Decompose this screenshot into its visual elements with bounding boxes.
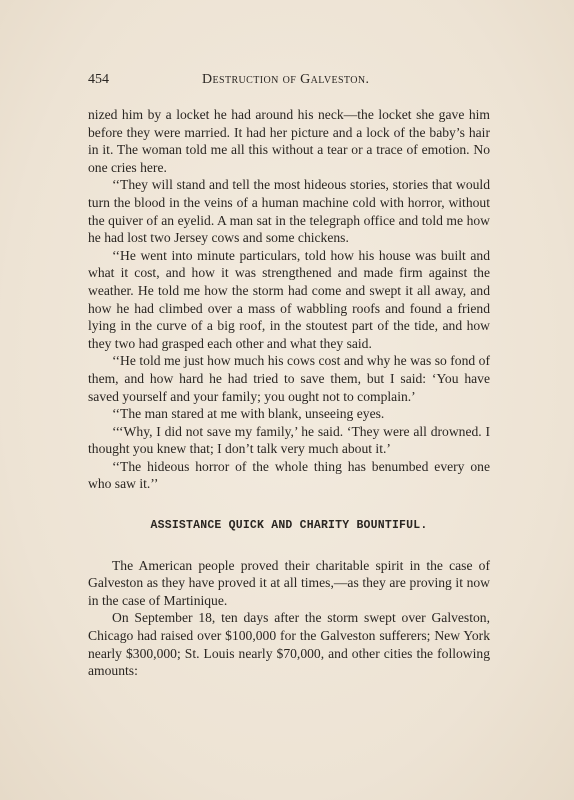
- page-number: 454: [88, 72, 109, 87]
- section-heading: ASSISTANCE QUICK AND CHARITY BOUNTIFUL.: [150, 519, 428, 533]
- paragraph: ‘‘He went into minute particulars, told how his house was built and what it cost, and how it was strengthened and made firm against the weather. He told me how the storm had come and swept it all away, and how he had climbed over a mass of wabbling roofs and found a friend lying in the curve of a big roof, in the stoutest part of the tide, and how they two had grasped each other and what they said.: [88, 247, 490, 351]
- page-header: [88, 72, 490, 90]
- paragraph: On September 18, ten days after the storm swept over Galveston, Chicago had raised over $100,000 for the Galveston sufferers; New York nearly $300,000; St. Louis nearly $70,000, and other cities the following amounts:: [88, 610, 490, 679]
- paragraph: ‘‘He told me just how much his cows cost and why he was so fond of them, and how hard he had tried to save them, but I said: ‘You have saved yourself and your family; you ought not to complain.’: [88, 353, 490, 404]
- paragraph: ‘‘The man stared at me with blank, unseeing eyes.: [112, 406, 385, 422]
- paragraph: ‘‘The hideous horror of the whole thing has benumbed every one who saw it.’’: [88, 458, 490, 492]
- paragraph: nized him by a locket he had around his neck—the locket she gave him before they were married. It had her picture and a lock of the baby’s hair in it. The woman told me all this without a tear or a trace of emotion. No one cries here.: [88, 107, 490, 175]
- paragraph: ‘‘‘Why, I did not save my family,’ he said. ‘They were all drowned. I thought you knew that; I don’t talk very much about it.’: [88, 423, 490, 457]
- paragraph: The American people proved their charitable spirit in the case of Galveston as they have proved it at all times,—as they are proving it now in the case of Martinique.: [88, 557, 490, 608]
- paragraph: ‘‘They will stand and tell the most hideous stories, stories that would turn the blood in the veins of a human machine cold with horror, without the quiver of an eyelid. A man sat in the telegraph office and told me how he had lost two Jersey cows and some chickens.: [88, 177, 490, 246]
- page-body: [88, 106, 490, 680]
- running-title: Destruction of Galveston.: [202, 72, 370, 87]
